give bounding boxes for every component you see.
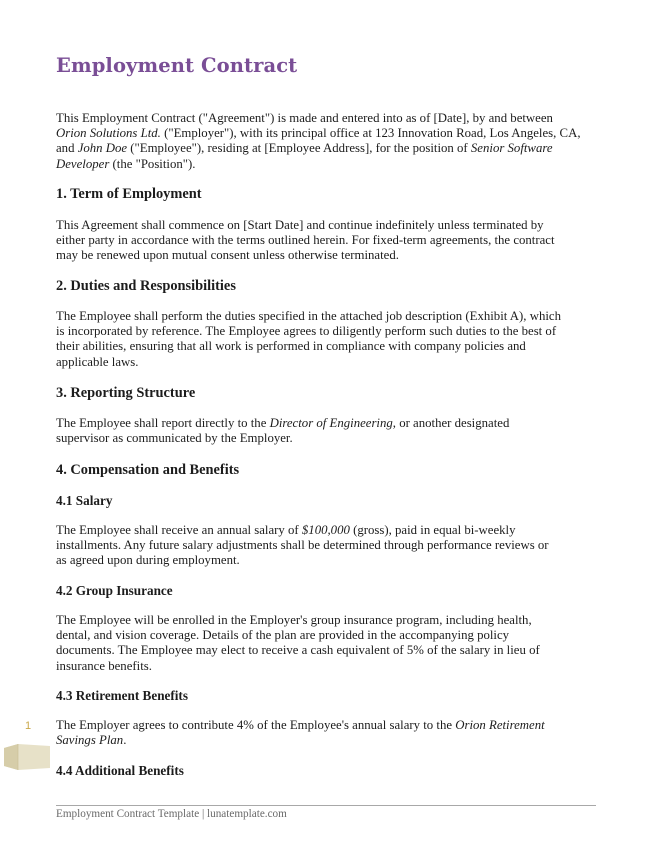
section-heading-duties: 2. Duties and Responsibilities (56, 278, 236, 294)
duties-paragraph: The Employee shall perform the duties specified in the attached job description (Exhibit A), which is incorporated by reference. The Employee agrees to diligently perform such duties to the best of their abilities, ensuring that all work is performed in compliance with company policies and applicable laws. (56, 309, 561, 369)
supervisor-role: Director of Engineering (269, 416, 393, 430)
intro-line-4: Developer (the "Position"). (56, 156, 196, 171)
footer-text: Employment Contract Template | lunatemplate.com (56, 808, 287, 820)
salary-amount: $100,000 (301, 523, 350, 537)
subsection-heading-additional: 4.4 Additional Benefits (56, 763, 184, 778)
retirement-plan-name-part1: Orion Retirement (455, 718, 545, 732)
position-title-part1: Senior Software (470, 141, 553, 156)
retirement-plan-name-part2: Savings Plan (56, 733, 124, 748)
margin-line-number: 1 (25, 720, 32, 732)
subsection-heading-salary: 4.1 Salary (56, 493, 113, 508)
footer-divider (56, 805, 596, 806)
page-tab-marker-icon (4, 742, 50, 772)
section-heading-term: 1. Term of Employment (56, 186, 202, 202)
subsection-heading-retirement: 4.3 Retirement Benefits (56, 688, 188, 703)
employer-name: Orion Solutions Ltd. (56, 126, 161, 141)
insurance-paragraph: The Employee will be enrolled in the Employer's group insurance program, including health, dental, and vision coverage. Details of the plan are provided in the accompanying policy documents. The Employee may elect to receive a cash equivalent of 5% of the salary in lieu of insurance benefits. (56, 613, 540, 673)
term-paragraph: This Agreement shall commence on [Start Date] and continue indefinitely unless terminated by either party in accordance with the terms outlined herein. For fixed-term agreements, the contract may be renewed upon mutual consent unless otherwise terminated. (56, 218, 555, 263)
intro-line-1: This Employment Contract ("Agreement") is made and entered into as of [Date], by and between (56, 111, 553, 125)
section-heading-compensation: 4. Compensation and Benefits (56, 462, 240, 478)
intro-line-3: and John Doe ("Employee"), residing at [Employee Address], for the position of Senior Software (56, 141, 553, 156)
position-title-part2: Developer (56, 156, 110, 171)
section-heading-reporting: 3. Reporting Structure (56, 385, 196, 401)
salary-paragraph: The Employee shall receive an annual salary of $100,000 (gross), paid in equal bi-weekly installments. Any future salary adjustments shall be determined through performance reviews or as agreed upon during employment. (56, 523, 549, 568)
intro-paragraph (56, 111, 604, 172)
intro-line-2: Orion Solutions Ltd. ("Employer"), with its principal office at 123 Innovation Road, Los Angeles, CA, (56, 126, 581, 141)
document-title: Employment Contract (56, 54, 298, 77)
subsection-heading-insurance: 4.2 Group Insurance (56, 583, 173, 598)
retirement-paragraph: The Employer agrees to contribute 4% of the Employee's annual salary to the Orion Retirement Savings Plan. (56, 718, 545, 748)
reporting-paragraph: The Employee shall report directly to the Director of Engineering, or another designated supervisor as communicated by the Employer. (56, 416, 510, 446)
employee-name: John Doe (77, 141, 128, 156)
